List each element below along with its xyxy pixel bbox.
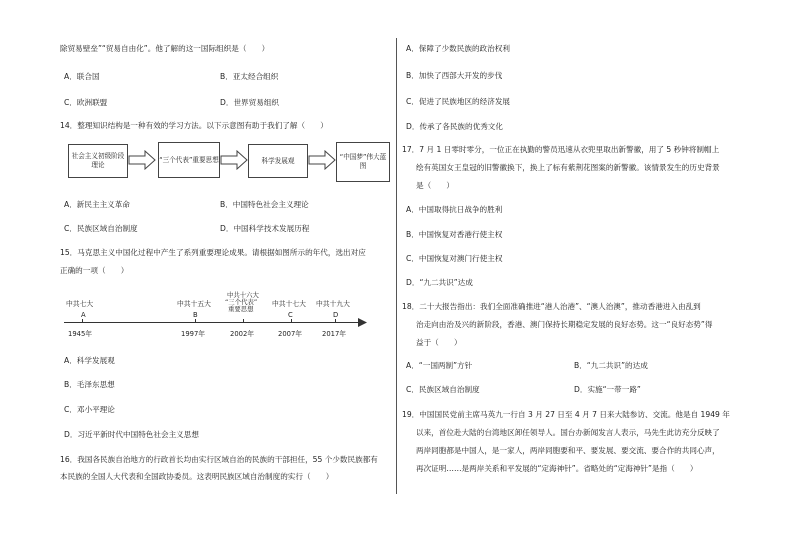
q13-option-d: D．世界贸易组织 bbox=[220, 98, 280, 107]
diagram-box-3: 科学发展观 bbox=[248, 144, 308, 178]
q15-stem-line2: 正确的一项（ ） bbox=[60, 266, 129, 275]
q17-option-b: B．中国恢复对香港行使主权 bbox=[406, 230, 503, 239]
q14-stem: 14．整理知识结构是一种有效的学习方法。以下示意图有助于我们了解（ ） bbox=[60, 121, 328, 130]
q18-option-a: A．“一国两制”方针 bbox=[406, 361, 473, 370]
q15-stem-line1: 15．马克思主义中国化过程中产生了系列重要理论成果。请根据如图所示的年代，选出对应 bbox=[60, 248, 366, 257]
timeline-event-19th: 中共十九大 bbox=[316, 300, 350, 308]
timeline-tick bbox=[291, 319, 292, 323]
q19-stem-line4: 再次证明……是两岸关系和平发展的“定海神针”。省略处的“定海神针”是指（ ） bbox=[416, 464, 698, 473]
q19-stem-line2: 以来，首位赴大陆的台湾地区卸任领导人。国台办新闻发言人表示，马先生此访充分反映了 bbox=[416, 428, 720, 437]
diagram-arrow-2 bbox=[220, 150, 248, 170]
diagram-arrow-1 bbox=[128, 150, 156, 170]
timeline-event-7th: 中共七大 bbox=[66, 300, 94, 308]
q15-option-c: C．邓小平理论 bbox=[64, 405, 115, 414]
timeline-event-16th: 中共十六大 bbox=[227, 291, 259, 299]
timeline-year-2002: 2002年 bbox=[230, 330, 255, 338]
timeline-event-16th-sub1: “三个代表” bbox=[225, 298, 258, 306]
left-column bbox=[60, 0, 390, 560]
timeline-tick bbox=[82, 319, 83, 323]
q17-option-c: C．中国恢复对澳门行使主权 bbox=[406, 254, 503, 263]
q19-stem-line3: 两岸同胞都是中国人，是一家人，两岸同胞要和平、要发展、要交流、要合作的共同心声， bbox=[416, 446, 720, 455]
q13-option-b: B．亚太经合组织 bbox=[220, 72, 279, 81]
timeline-year-1997: 1997年 bbox=[181, 330, 206, 338]
q18-option-c: C．民族区域自治制度 bbox=[406, 385, 480, 394]
timeline-letter-a: A bbox=[81, 311, 86, 319]
q18-option-b: B．“九二共识”的达成 bbox=[574, 361, 648, 370]
timeline-tick bbox=[195, 319, 196, 323]
timeline-axis bbox=[64, 322, 364, 323]
q14-option-c: C．民族区域自治制度 bbox=[64, 224, 138, 233]
timeline-year-2017: 2017年 bbox=[322, 330, 347, 338]
diagram-box-2: “三个代表”重要思想 bbox=[158, 142, 220, 178]
q13-option-c: C．欧洲联盟 bbox=[64, 98, 108, 107]
q16-stem-line1: 16．我国各民族自治地方的行政首长均由实行区域自治的民族的干部担任，55 个少数民族都有 bbox=[60, 455, 378, 464]
q17-stem-line2: 绘有英国女王皇冠的旧警徽换下，换上了标有紫荆花图案的新警徽。该情景发生的历史背景 bbox=[416, 163, 720, 172]
q14-option-a: A．新民主主义革命 bbox=[64, 200, 130, 209]
timeline-event-16th-sub2: 重要思想 bbox=[228, 305, 254, 313]
q14-option-d: D．中国科学技术发展历程 bbox=[220, 224, 310, 233]
q16-option-a: A．保障了少数民族的政治权利 bbox=[406, 44, 510, 53]
q17-option-d: D．“九二共识”达成 bbox=[406, 278, 473, 287]
q16-option-b: B．加快了西部大开发的步伐 bbox=[406, 71, 503, 80]
timeline-tick bbox=[335, 319, 336, 323]
diagram-box-1: 社会主义初级阶段理论 bbox=[68, 144, 128, 178]
column-divider bbox=[396, 38, 397, 494]
q16-option-d: D．传承了各民族的优秀文化 bbox=[406, 122, 503, 131]
timeline-arrow-head bbox=[358, 318, 368, 327]
timeline-tick bbox=[243, 319, 244, 323]
q16-option-c: C．促进了民族地区的经济发展 bbox=[406, 97, 511, 106]
q18-option-d: D．实施“一带一路” bbox=[574, 385, 641, 394]
q17-option-a: A．中国取得抗日战争的胜利 bbox=[406, 205, 503, 214]
q18-stem-line1: 18．二十大报告指出：我们全面准确推进“港人治港”、“澳人治澳”，推动香港进入由乱到 bbox=[402, 302, 701, 311]
timeline-event-17th: 中共十七大 bbox=[272, 300, 306, 308]
q17-stem-line3: 是（ ） bbox=[416, 181, 454, 190]
q15-option-a: A．科学发展观 bbox=[64, 356, 115, 365]
q14-option-b: B．中国特色社会主义理论 bbox=[220, 200, 309, 209]
diagram-box-4: “中国梦”伟大蓝图 bbox=[336, 142, 390, 182]
timeline-letter-d: D bbox=[333, 311, 339, 319]
q18-stem-line2: 治走向由治及兴的新阶段，香港、澳门保持长期稳定发展的良好态势。这一“良好态势”得 bbox=[416, 320, 713, 329]
diagram-arrow-3 bbox=[308, 150, 336, 170]
timeline-letter-c: C bbox=[288, 311, 293, 319]
right-column bbox=[402, 0, 742, 560]
timeline-letter-b: B bbox=[193, 311, 198, 319]
timeline-event-15th: 中共十五大 bbox=[177, 300, 211, 308]
q13-option-a: A．联合国 bbox=[64, 72, 100, 81]
timeline-year-1945: 1945年 bbox=[68, 330, 93, 338]
q13-stem-tail: 除贸易壁垒”“贸易自由化”。他了解的这一国际组织是（ ） bbox=[60, 44, 270, 53]
q17-stem-line1: 17．7 月 1 日零时零分，一位正在执勤的警员迅速从衣兜里取出新警徽，用了 5 秒钟将制帽上 bbox=[402, 145, 720, 154]
q18-stem-line3: 益于（ ） bbox=[416, 338, 462, 347]
q19-stem-line1: 19．中国国民党前主席马英九一行自 3 月 27 日至 4 月 7 日来大陆参访、交流。他是自 1949 年 bbox=[402, 410, 730, 419]
q15-option-d: D．习近平新时代中国特色社会主义思想 bbox=[64, 430, 199, 439]
timeline-year-2007: 2007年 bbox=[278, 330, 303, 338]
q16-stem-line2: 本民族的全国人大代表和全国政协委员。这表明民族区域自治制度的实行（ ） bbox=[60, 472, 334, 481]
q15-option-b: B．毛泽东思想 bbox=[64, 380, 115, 389]
